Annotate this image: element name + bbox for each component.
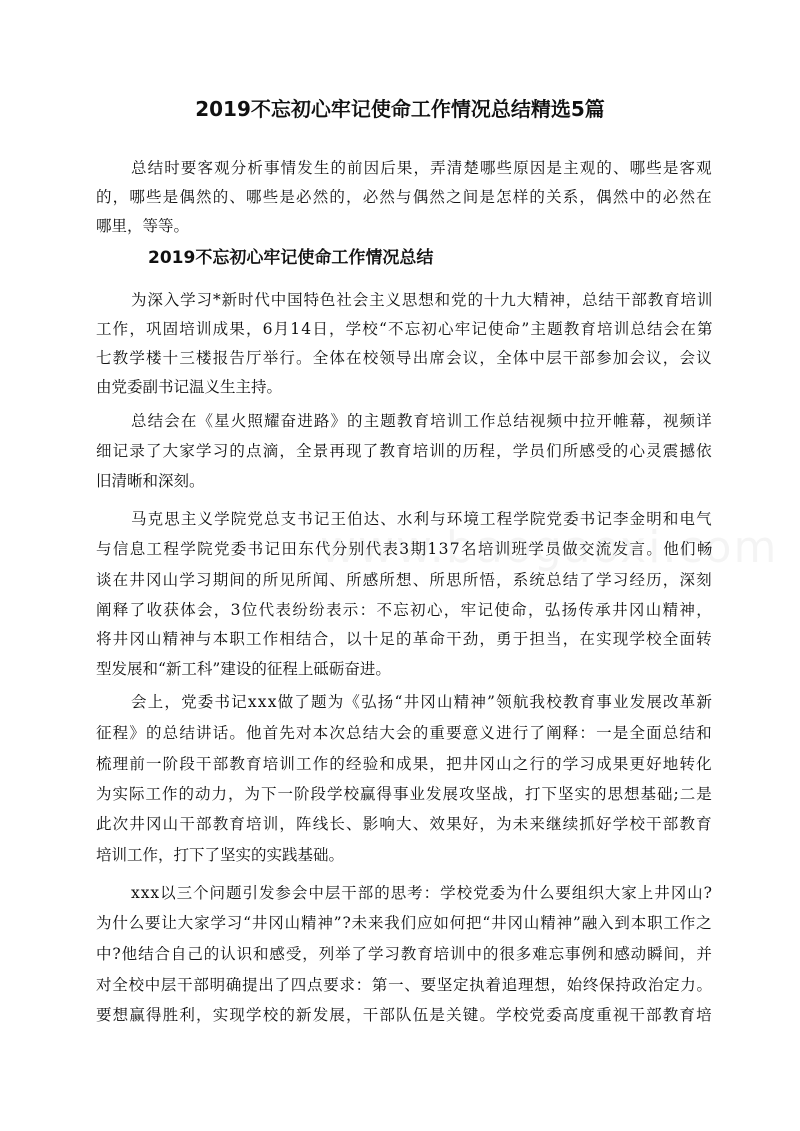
body-line: xxx以三个问题引发参会中层干部的思考：学校党委为什么要组织大家上井冈山? — [131, 884, 713, 902]
body-line: 将井冈山精神与本职工作相结合，以十足的革命干劲，勇于担当，在实现学校全面转 — [96, 630, 713, 648]
body-line: 为深入学习*新时代中国特色社会主义思想和党的十九大精神，总结干部教育培训 — [131, 291, 714, 309]
body-line: 此次井冈山干部教育培训，阵线长、影响大、效果好，为未来继续抓好学校干部教育 — [96, 815, 713, 833]
intro-line: 哪里，等等。 — [96, 217, 190, 235]
body-line: 要想赢得胜利，实现学校的新发展，干部队伍是关键。学校党委高度重视干部教育培 — [96, 1006, 713, 1024]
body-line: 谈在井冈山学习期间的所见所闻、所感所想、所思所悟，系统总结了学习经历，深刻 — [96, 571, 713, 589]
body-line: 对全校中层干部明确提出了四点要求：第一、要坚定执着追理想，始终保持政治定力。 — [96, 976, 713, 994]
body-line: 总结会在《星火照耀奋进路》的主题教育培训工作总结视频中拉开帷幕，视频详 — [131, 412, 713, 430]
body-line: 与信息工程学院党委书记田东代分别代表3期137名培训班学员做交流发言。他们畅 — [96, 540, 714, 558]
body-line: 细记录了大家学习的点滴，全景再现了教育培训的历程，学员们所感受的心灵震撼依 — [96, 442, 713, 460]
body-line: 培训工作，打下了坚实的实践基础。 — [96, 846, 345, 864]
intro-line: 总结时要客观分析事情发生的前因后果，弄清楚哪些原因是主观的、哪些是客观 — [131, 159, 713, 177]
body-line: 会上，党委书记xxx做了题为《弘扬“井冈山精神”领航我校教育事业发展改革新 — [131, 693, 714, 711]
section-heading: 2019不忘初心牢记使命工作情况总结 — [148, 248, 434, 268]
body-line: 七教学楼十三楼报告厅举行。全体在校领导出席会议，全体中层干部参加会议，会议 — [96, 349, 713, 367]
intro-line: 的，哪些是偶然的、哪些是必然的，必然与偶然之间是怎样的关系，偶然中的必然在 — [96, 188, 713, 206]
body-line: 旧清晰和深刻。 — [96, 472, 205, 490]
body-line: 为什么要让大家学习“井冈山精神”?未来我们应如何把“井冈山精神”融入到本职工作之 — [96, 914, 713, 932]
body-line: 阐释了收获体会，3位代表纷纷表示：不忘初心，牢记使命，弘扬传承井冈山精神， — [96, 601, 714, 619]
body-line: 工作，巩固培训成果，6月14日，学校“不忘初心牢记使命”主题教育培训总结会在第 — [96, 320, 714, 338]
body-line: 型发展和“新工科”建设的征程上砥砺奋进。 — [96, 660, 391, 678]
body-line: 征程》的总结讲话。他首先对本次总结大会的重要意义进行了阐释：一是全面总结和 — [96, 724, 713, 742]
body-line: 梳理前一阶段干部教育培训工作的经验和成果，把井冈山之行的学习成果更好地转化 — [96, 755, 713, 773]
body-line: 由党委副书记温义生主持。 — [96, 378, 283, 396]
document-title: 2019不忘初心牢记使命工作情况总结精选5篇 — [195, 97, 605, 121]
body-line: 为实际工作的动力，为下一阶段学校赢得事业发展攻坚战，打下坚实的思想基础;二是 — [96, 785, 713, 803]
body-line: 马克思主义学院党总支书记王伯达、水利与环境工程学院党委书记李金明和电气 — [131, 510, 713, 528]
body-line: 中?他结合自己的认识和感受，列举了学习教育培训中的很多难忘事例和感动瞬间，并 — [96, 945, 713, 963]
